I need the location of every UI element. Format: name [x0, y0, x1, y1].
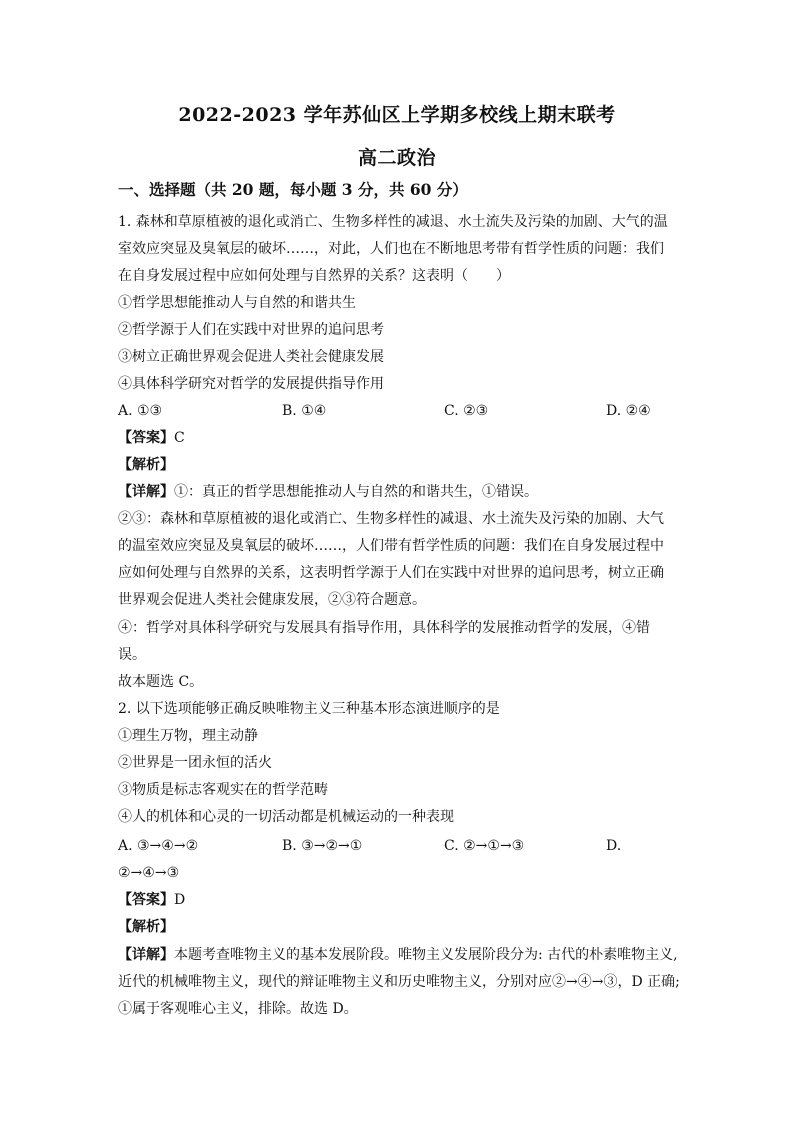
- q1-detail-line: 世界观会促进人类社会健康发展，②③符合题意。: [118, 592, 426, 608]
- q1-stem-line: 在自身发展过程中应如何处理与自然界的关系？这表明（ ）: [118, 268, 510, 284]
- q1-detail-line: ①：真正的哲学思想能推动人与自然的和谐共生，①错误。: [174, 484, 538, 500]
- answer-value: D: [174, 892, 186, 908]
- q1-stem-line: 室效应突显及臭氧层的破坏……，对此，人们也在不断地思考带有哲学性质的问题：我们: [118, 241, 664, 257]
- q2-option-b: B. ③→②→①: [282, 838, 363, 854]
- q2-stem: 2. 以下选项能够正确反映唯物主义三种基本形态演进顺序的是: [118, 701, 500, 717]
- q1-statement: ①哲学思想能推动人与自然的和谐共生: [118, 295, 356, 311]
- q2-answer-row: [118, 891, 678, 909]
- q1-answer-row: [118, 429, 678, 447]
- answer-value: C: [174, 430, 185, 446]
- q1-statement: ③树立正确世界观会促进人类社会健康发展: [118, 349, 384, 365]
- detail-tag: 【详解】: [118, 947, 174, 963]
- q1-statement: ④具体科学研究对哲学的发展提供指导作用: [118, 376, 384, 392]
- q1-stem-line: 1. 森林和草原植被的退化或消亡、生物多样性的减退、水土流失及污染的加剧、大气的温: [118, 214, 668, 230]
- q2-option-a: A. ③→④→②: [118, 838, 199, 854]
- document-subtitle: 高二政治: [357, 147, 436, 169]
- q2-detail-line: ①属于客观唯心主义，排除。故选 D。: [118, 1001, 358, 1017]
- q1-option-d: D. ②④: [606, 403, 651, 419]
- q2-option-d-wrap: ②→④→③: [118, 865, 180, 881]
- q1-statement: ②哲学源于人们在实践中对世界的追问思考: [118, 322, 384, 338]
- detail-tag: 【详解】: [118, 484, 174, 500]
- q1-detail-line: 误。: [118, 647, 146, 663]
- q1-detail-line: ④：哲学对具体科学研究与发展具有指导作用，具体科学的发展推动哲学的发展，④错: [118, 620, 650, 636]
- q1-detail-line: 应如何处理与自然界的关系，这表明哲学源于人们在实践中对世界的追问思考，树立正确: [118, 565, 664, 581]
- answer-tag: 【答案】: [118, 430, 174, 446]
- document-title: 2022-2023 学年苏仙区上学期多校线上期末联考: [178, 104, 616, 126]
- q1-option-b: B. ①④: [282, 403, 327, 419]
- q2-statement: ③物质是标志客观实在的哲学范畴: [118, 782, 328, 798]
- q1-option-c: C. ②③: [444, 403, 489, 419]
- analysis-tag: 【解析】: [118, 919, 174, 935]
- q2-option-d: D.: [606, 838, 622, 854]
- q2-statement: ①理生万物，理主动静: [118, 728, 258, 744]
- q2-detail-line: 本题考查唯物主义的基本发展阶段。唯物主义发展阶段分为: 古代的朴素唯物主义,: [174, 947, 678, 963]
- q2-detail-row: [118, 946, 678, 964]
- q1-detail-line: 的温室效应突显及臭氧层的破坏……，人们带有哲学性质的问题：我们在自身发展过程中: [118, 538, 664, 554]
- q2-detail-line: 近代的机械唯物主义，现代的辩证唯物主义和历史唯物主义，分别对应②→④→③，D 正确;: [118, 974, 680, 990]
- q1-conclusion: 故本题选 C。: [118, 674, 204, 690]
- answer-tag: 【答案】: [118, 892, 174, 908]
- q2-statement: ④人的机体和心灵的一切活动都是机械运动的一种表现: [118, 809, 454, 825]
- q2-statement: ②世界是一团永恒的活火: [118, 755, 272, 771]
- q1-option-a: A. ①③: [118, 403, 163, 419]
- section-heading: 一、选择题（共 20 题，每小题 3 分，共 60 分）: [118, 180, 468, 199]
- analysis-tag: 【解析】: [118, 457, 174, 473]
- q1-detail-line: ②③：森林和草原植被的退化或消亡、生物多样性的减退、水土流失及污染的加剧、大气: [118, 511, 664, 527]
- q2-option-c: C. ②→①→③: [444, 838, 525, 854]
- q1-detail-row: [118, 483, 678, 501]
